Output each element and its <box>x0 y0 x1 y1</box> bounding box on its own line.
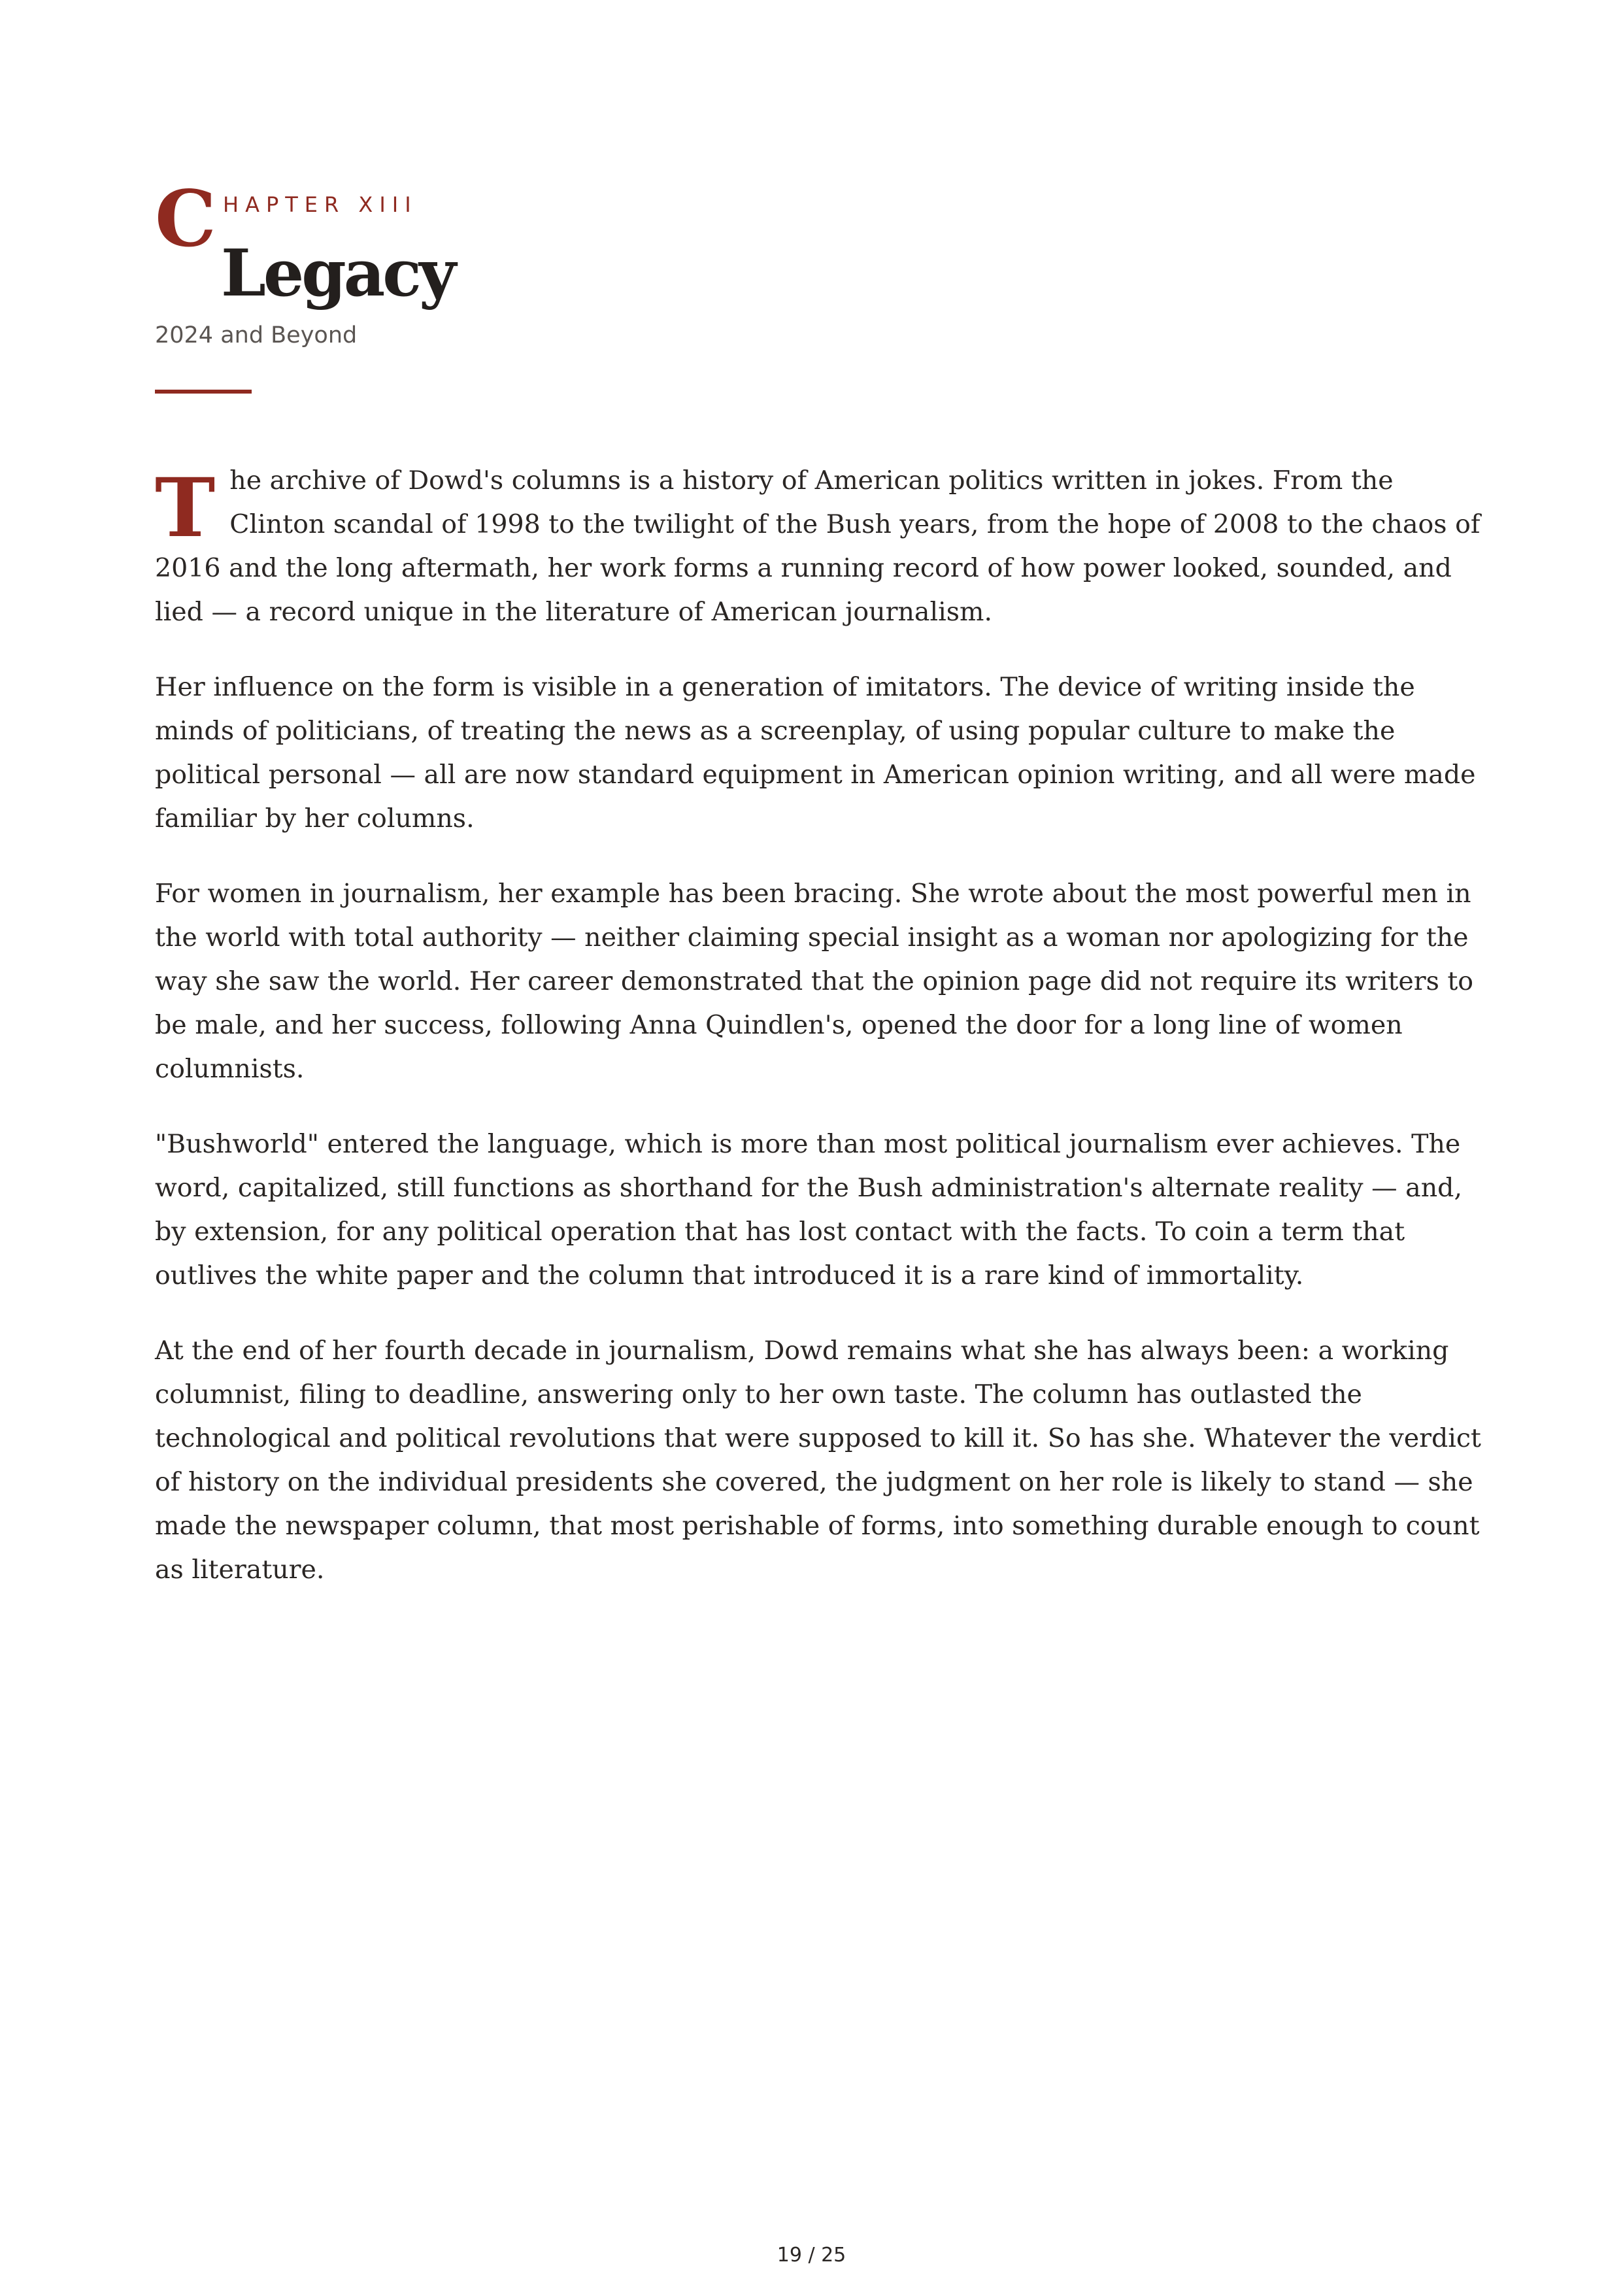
paragraph-1 <box>155 459 1482 634</box>
paragraph-1-text: he archive of Dowd's columns is a history of American politics written in jokes. From the Clinton scandal of 1998 to the twilight of the Bush years, from the hope of 2008 to the chaos of 2016 and the long aftermath, her work forms a running record of how power looked, sounded, and lied — a record unique in the literature of American journalism. <box>155 465 1481 627</box>
paragraph-3: For women in journalism, her example has been bracing. She wrote about the most powerful men in the world with total authority — neither claiming special insight as a woman nor apologizing for the way she saw the world. Her career demonstrated that the opinion page did not require its writers to be male, and her success, following Anna Quindlen's, opened the door for a long line of women columnists. <box>155 879 1474 1084</box>
paragraph-2: Her influence on the form is visible in a generation of imitators. The device of writing inside the minds of politicians, of treating the news as a screenplay, of using popular culture to make the political personal — all are now standard equipment in American opinion writing, and all were made familiar by her columns. <box>155 672 1476 834</box>
chapter-initial: C <box>155 173 216 264</box>
chapter-label: HAPTER XIII <box>223 192 418 217</box>
page-number: 19 / 25 <box>777 2244 846 2267</box>
paragraph-4: "Bushworld" entered the language, which is more than most political journalism ever achieves. The word, capitalized, still functions as shorthand for the Bush administration's alternate reality — and, by extension, for any political operation that has lost contact with the facts. To coin a term that outlives the white paper and the column that introduced it is a rare kind of immortality. <box>155 1129 1463 1291</box>
chapter-title: Legacy <box>221 236 454 311</box>
chapter-body <box>155 459 1482 1623</box>
chapter-divider <box>155 390 252 394</box>
drop-cap: T <box>155 461 216 556</box>
chapter-header <box>155 173 1070 399</box>
paragraph-5: At the end of her fourth decade in journalism, Dowd remains what she has always been: a working columnist, filing to deadline, answering only to her own taste. The column has outlasted the technological and political revolutions that were supposed to kill it. So has she. Whatever the verdict of history on the individual presidents she covered, the judgment on her role is likely to stand — she made the newspaper column, that most perishable of forms, into something durable enough to count as literature. <box>155 1336 1481 1585</box>
chapter-subtitle: 2024 and Beyond <box>155 322 358 348</box>
